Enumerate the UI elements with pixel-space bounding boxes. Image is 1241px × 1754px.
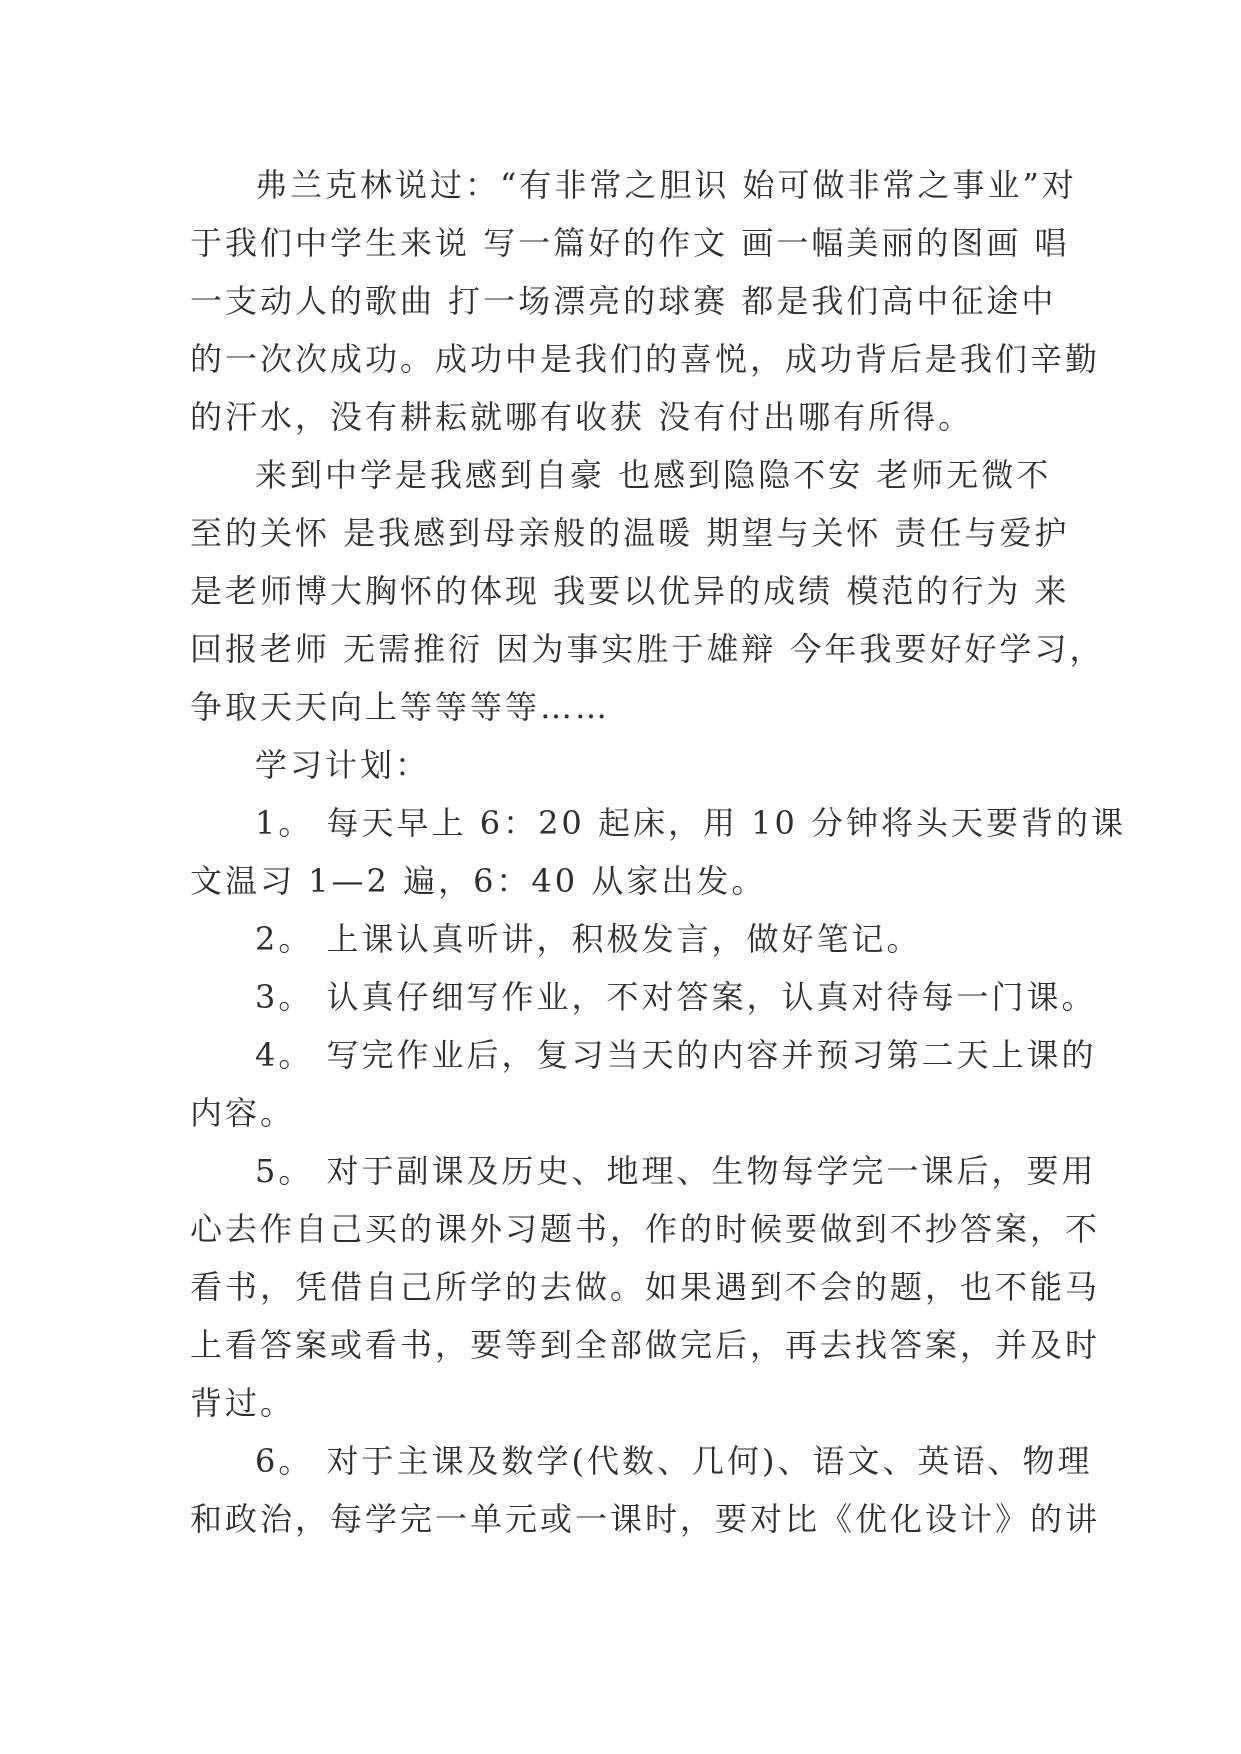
paragraph-2-line-5: 争取天天向上等等等等…… xyxy=(190,688,611,726)
plan-item-5-line-3: 看书，凭借自己所学的去做。如果遇到不会的题，也不能马 xyxy=(190,1268,1101,1306)
plan-item-6-line-2: 和政治，每学完一单元或一课时，要对比《优化设计》的讲 xyxy=(190,1500,1101,1538)
paragraph-1-line-3: 一支动人的歌曲 打一场漂亮的球赛 都是我们高中征途中 xyxy=(190,282,1057,320)
plan-item-4-line-2: 内容。 xyxy=(190,1094,296,1132)
paragraph-1-line-2: 于我们中学生来说 写一篇好的作文 画一幅美丽的图画 唱 xyxy=(190,224,1070,262)
plan-item-5-line-4: 上看答案或看书，要等到全部做完后，再去找答案，并及时 xyxy=(190,1326,1101,1364)
plan-item-3: 3。 认真仔细写作业，不对答案，认真对待每一门课。 xyxy=(255,978,1097,1016)
plan-item-1-line-2: 文温习 1—2 遍，6：40 从家出发。 xyxy=(190,862,767,900)
plan-item-5-line-2: 心去作自己买的课外习题书，作的时候要做到不抄答案，不 xyxy=(190,1210,1101,1248)
plan-item-5-line-5: 背过。 xyxy=(190,1384,296,1422)
plan-item-1-line-1: 1。 每天早上 6：20 起床，用 10 分钟将头天要背的课 xyxy=(255,804,1127,842)
paragraph-2-line-1: 来到中学是我感到自豪 也感到隐隐不安 老师无微不 xyxy=(255,456,1052,494)
plan-item-5-line-1: 5。 对于副课及历史、地理、生物每学完一课后，要用 xyxy=(255,1152,1097,1190)
study-plan-heading: 学习计划： xyxy=(255,746,431,784)
paragraph-2-line-2: 至的关怀 是我感到母亲般的温暖 期望与关怀 责任与爱护 xyxy=(190,514,1070,552)
paragraph-2-line-4: 回报老师 无需推衍 因为事实胜于雄辩 今年我要好好学习， xyxy=(190,630,1105,668)
paragraph-1-line-4: 的一次次成功。成功中是我们的喜悦，成功背后是我们辛勤 xyxy=(190,340,1101,378)
plan-item-6-line-1: 6。 对于主课及数学(代数、几何)、语文、英语、物理 xyxy=(255,1442,1093,1480)
paragraph-2-line-3: 是老师博大胸怀的体现 我要以优异的成绩 模范的行为 来 xyxy=(190,572,1070,610)
plan-item-4-line-1: 4。 写完作业后，复习当天的内容并预习第二天上课的 xyxy=(255,1036,1097,1074)
paragraph-1-line-5: 的汗水，没有耕耘就哪有收获 没有付出哪有所得。 xyxy=(190,398,974,436)
plan-item-2: 2。 上课认真听讲，积极发言，做好笔记。 xyxy=(255,920,922,958)
paragraph-1-line-1: 弗兰克林说过：“有非常之胆识 始可做非常之事业”对 xyxy=(255,166,1077,204)
